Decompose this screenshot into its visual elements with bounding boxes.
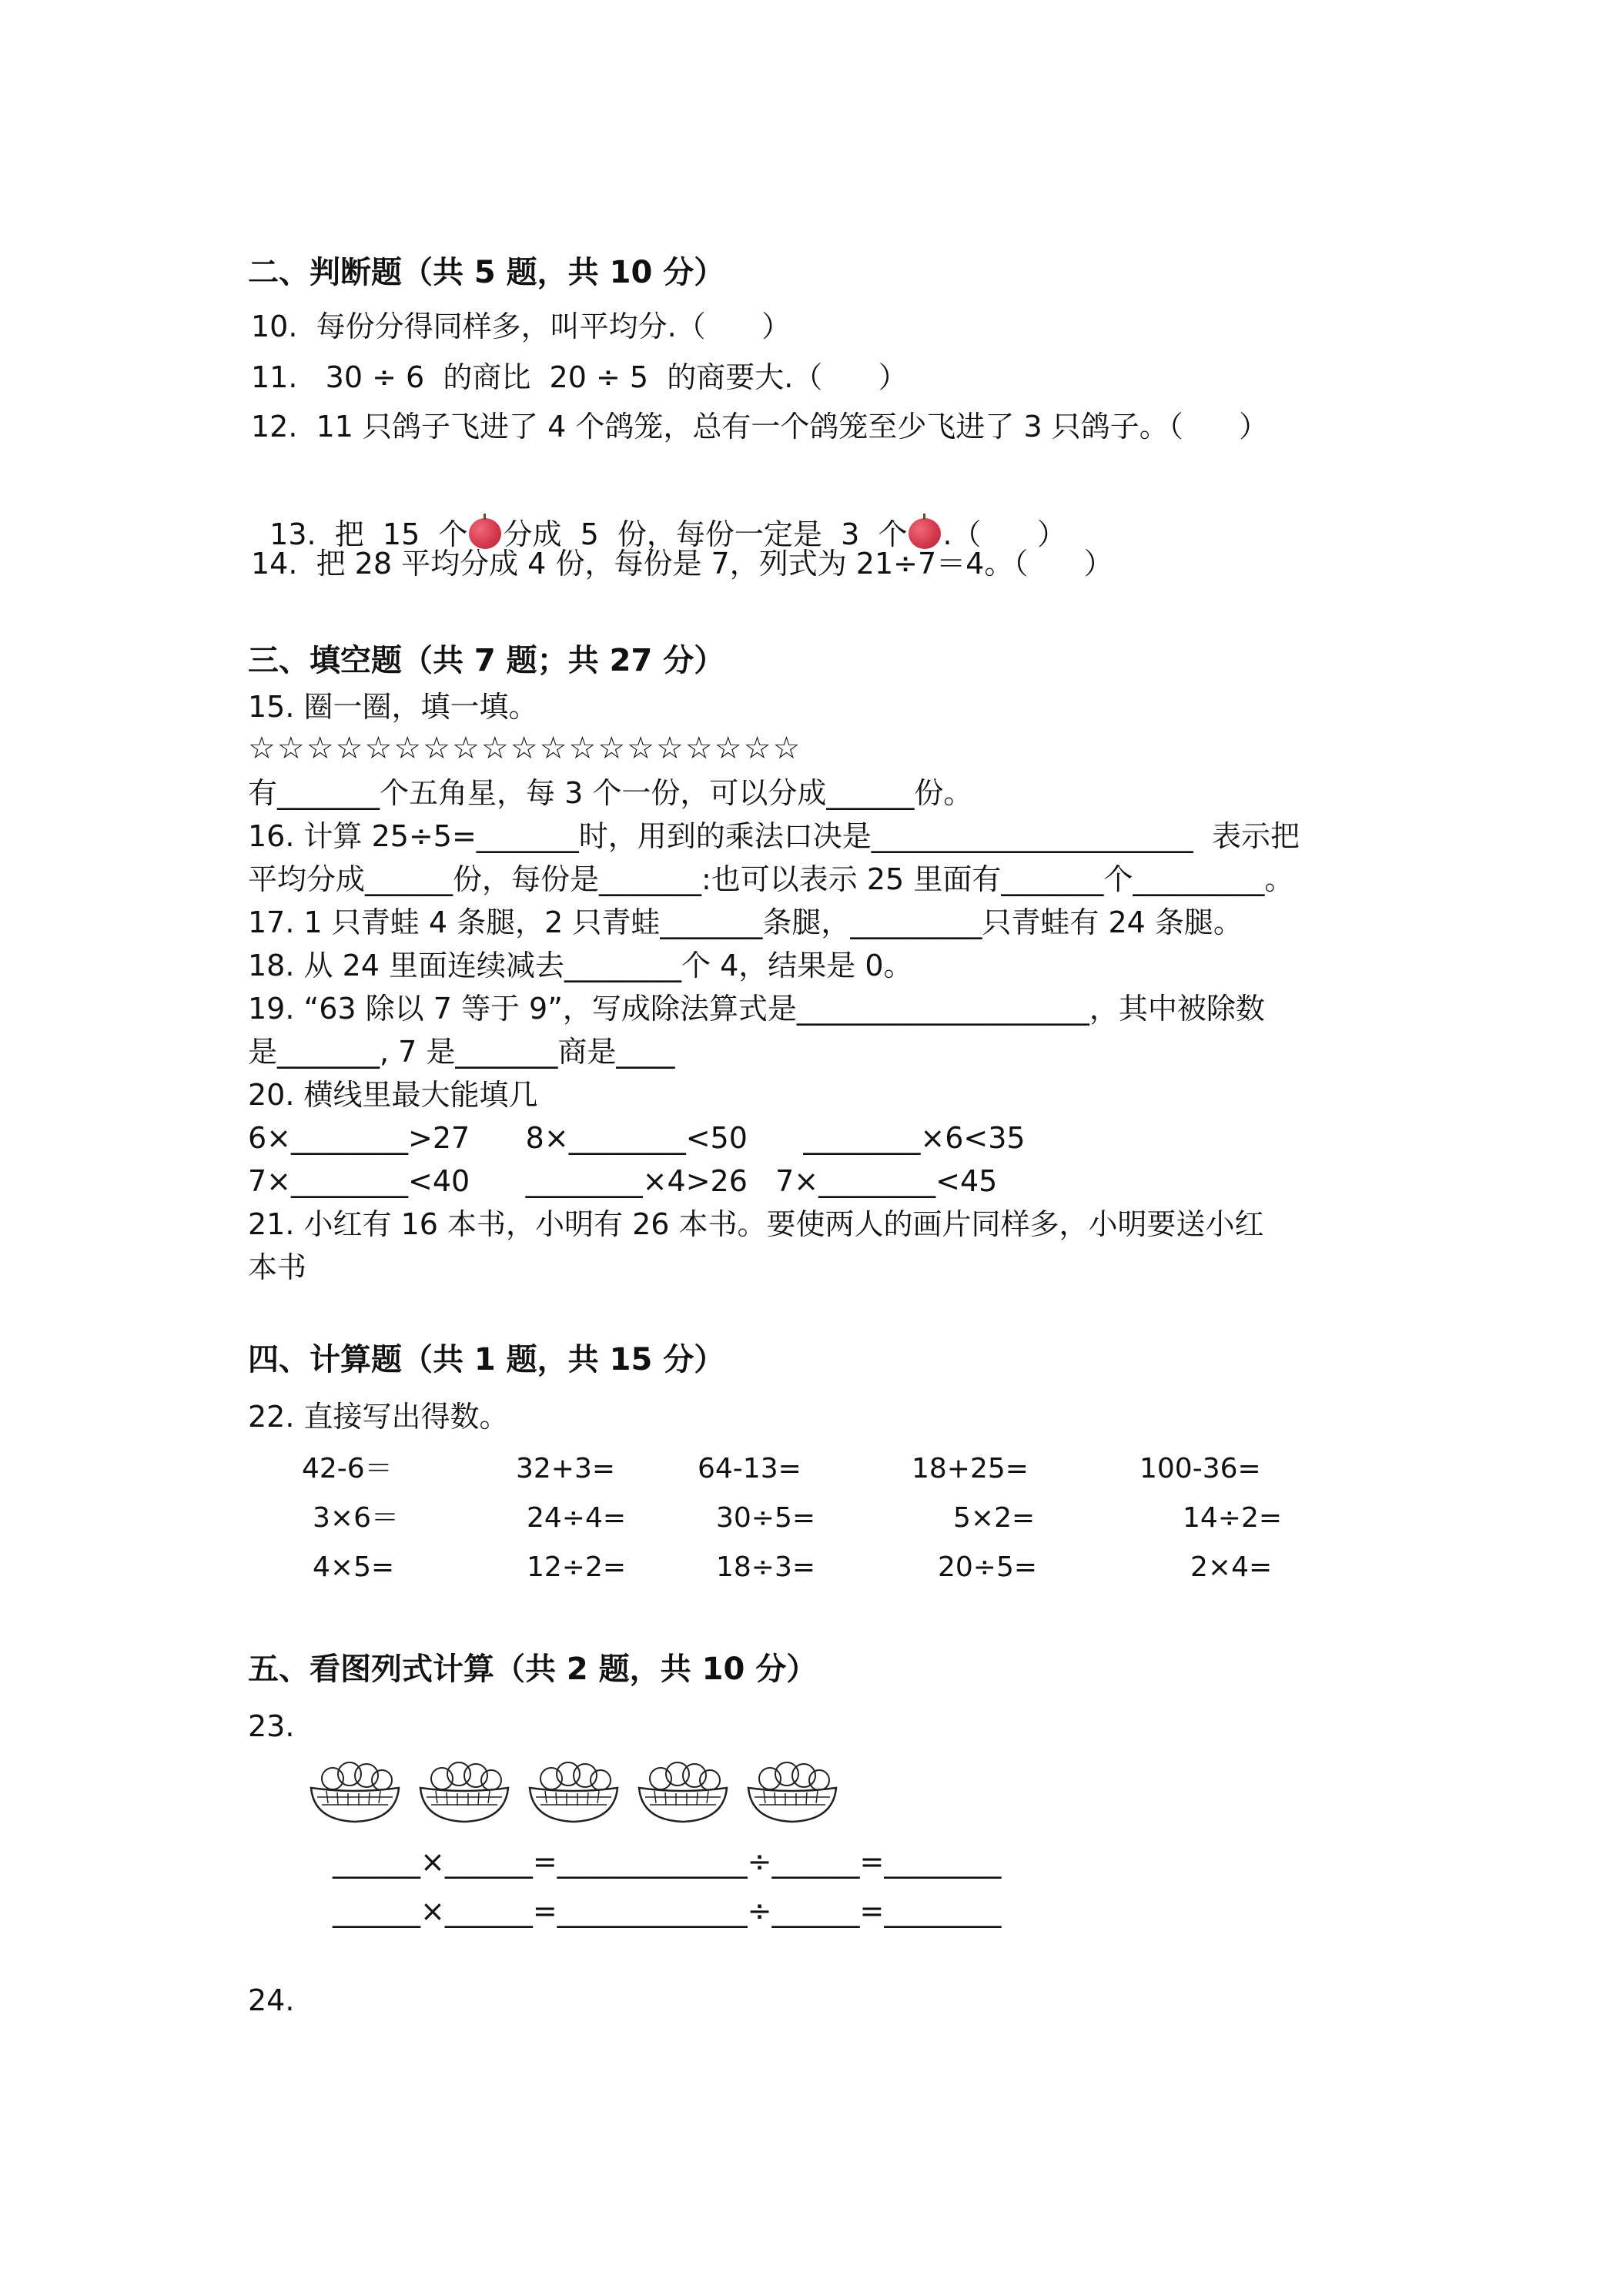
fruit-basket-icon [306, 1757, 403, 1826]
question-20-row-1: 6×________>27 8×________<50 ________×6<35 [248, 1121, 1026, 1155]
apple-icon [469, 518, 501, 549]
question-15-fill: 有_______个五角星，每 3 个一份，可以分成______份。 [248, 776, 973, 810]
calc-item: 30÷5= [716, 1502, 816, 1534]
question-14: 14. 把 28 平均分成 4 份，每份是 7，列式为 21÷7＝4。（ ） [251, 547, 1113, 581]
question-16-line-1: 16. 计算 25÷5=_______时，用到的乘法口决是______________________ 表示把 [248, 819, 1300, 853]
calc-item: 2×4= [1190, 1551, 1273, 1583]
question-16-line-2: 平均分成______份，每份是_______:也可以表示 25 里面有_______个_________。 [248, 862, 1294, 896]
question-13 [251, 479, 1066, 553]
section-4-title: 四、计算题（共 1 题，共 15 分） [248, 1342, 725, 1377]
calc-item: 12÷2= [527, 1551, 627, 1583]
section-3-title: 三、填空题（共 7 题；共 27 分） [248, 643, 725, 678]
question-10: 10. 每份分得同样多，叫平均分.（ ） [251, 310, 791, 343]
calc-item: 18÷3= [716, 1551, 816, 1583]
question-23: 23. [248, 1709, 295, 1743]
question-24: 24. [248, 1983, 295, 2017]
fruit-basket-icon [416, 1757, 513, 1826]
question-13-part-b: 分成 5 份，每份一定是 3 个 [503, 517, 908, 551]
calc-item: 32+3= [516, 1453, 616, 1484]
calc-item: 20÷5= [938, 1551, 1038, 1583]
section-2-title: 二、判断题（共 5 题，共 10 分） [248, 255, 725, 290]
calc-item: 3×6＝ [313, 1502, 399, 1534]
question-19-line-1: 19. “63 除以 7 等于 9”，写成除法算式是____________________，其中被除数 [248, 992, 1265, 1026]
fruit-basket-icon [634, 1757, 731, 1826]
equation-line-1: ______×______=_____________÷______=________ [333, 1845, 1002, 1879]
question-13-part-a: 13. 把 15 个 [269, 517, 468, 551]
equation-line-2: ______×______=_____________÷______=________ [333, 1894, 1002, 1928]
question-20-row-2: 7×________<40 ________×4>26 7×________<45 [248, 1164, 998, 1198]
question-17: 17. 1 只青蛙 4 条腿，2 只青蛙_______条腿，_________只青蛙有 24 条腿。 [248, 905, 1243, 939]
question-15: 15. 圈一圈，填一填。 [248, 690, 538, 724]
calc-item: 5×2= [953, 1502, 1036, 1534]
calc-item: 100-36= [1139, 1453, 1261, 1484]
question-11: 11. 30 ÷ 6 的商比 20 ÷ 5 的商要大.（ ） [251, 360, 908, 394]
calc-item: 14÷2= [1183, 1502, 1283, 1534]
calc-item: 4×5= [313, 1551, 395, 1583]
calc-item: 24÷4= [527, 1502, 627, 1534]
question-21-line-1: 21. 小红有 16 本书，小明有 26 本书。要使两人的画片同样多，小明要送小红 [248, 1207, 1264, 1241]
fruit-basket-icon [744, 1757, 841, 1826]
calc-item: 18+25= [912, 1453, 1029, 1484]
star-row: ☆☆☆☆☆☆☆☆☆☆☆☆☆☆☆☆☆☆☆ [248, 731, 802, 766]
question-20-title: 20. 横线里最大能填几 [248, 1078, 538, 1112]
section-5-title: 五、看图列式计算（共 2 题，共 10 分） [248, 1652, 818, 1687]
question-13-part-c: .（ ） [942, 517, 1066, 551]
question-21-line-2: 本书 [248, 1250, 307, 1284]
question-19-line-2: 是_______, 7 是_______商是____ [248, 1035, 675, 1069]
calc-item: 42-6＝ [302, 1453, 393, 1484]
question-12: 12. 11 只鸽子飞进了 4 个鸽笼，总有一个鸽笼至少飞进了 3 只鸽子。（ ） [251, 410, 1269, 443]
fruit-basket-icon [525, 1757, 622, 1826]
question-18: 18. 从 24 里面连续减去________个 4，结果是 0。 [248, 949, 913, 982]
calc-item: 64-13= [698, 1453, 801, 1484]
apple-icon [909, 518, 941, 549]
question-22: 22. 直接写出得数。 [248, 1400, 509, 1434]
